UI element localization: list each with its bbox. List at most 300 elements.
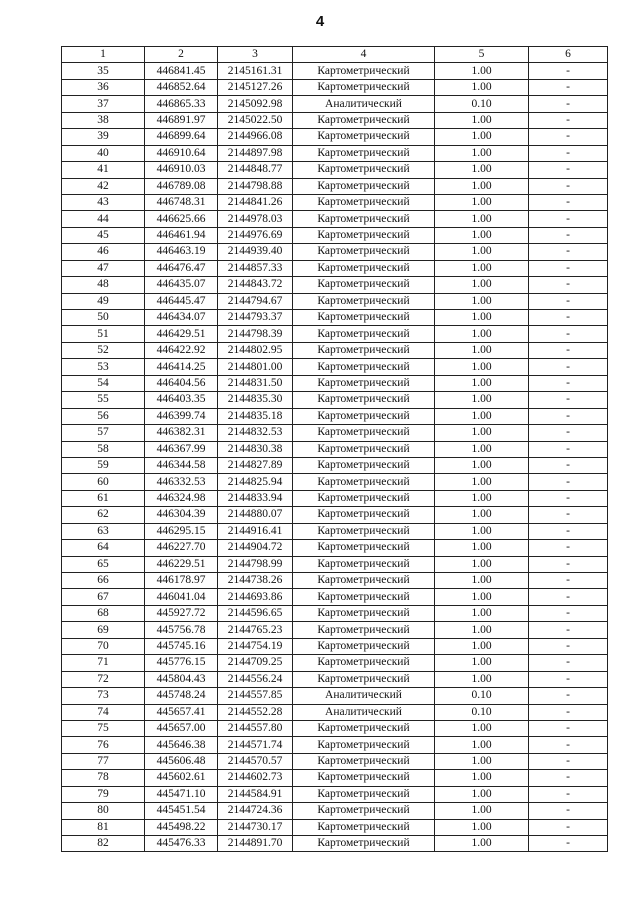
y-coordinate-cell: 2144793.37 <box>218 310 293 326</box>
accuracy-cell: 0.10 <box>435 704 529 720</box>
y-coordinate-cell: 2145092.98 <box>218 96 293 112</box>
x-coordinate-cell: 446865.33 <box>145 96 218 112</box>
note-cell: - <box>529 293 608 309</box>
table-row <box>62 408 608 424</box>
accuracy-cell: 1.00 <box>435 671 529 687</box>
point-number-cell: 39 <box>62 129 145 145</box>
y-coordinate-cell: 2144843.72 <box>218 277 293 293</box>
y-coordinate-cell: 2144596.65 <box>218 605 293 621</box>
table-row <box>62 310 608 326</box>
note-cell: - <box>529 63 608 79</box>
accuracy-cell: 1.00 <box>435 310 529 326</box>
table-row <box>62 129 608 145</box>
x-coordinate-cell: 445756.78 <box>145 622 218 638</box>
y-coordinate-cell: 2144724.36 <box>218 803 293 819</box>
table-row <box>62 540 608 556</box>
note-cell: - <box>529 688 608 704</box>
y-coordinate-cell: 2144730.17 <box>218 819 293 835</box>
y-coordinate-cell: 2144738.26 <box>218 573 293 589</box>
point-number-cell: 67 <box>62 589 145 605</box>
note-cell: - <box>529 178 608 194</box>
method-cell: Картометрический <box>293 194 435 210</box>
y-coordinate-cell: 2144827.89 <box>218 457 293 473</box>
table-row <box>62 227 608 243</box>
method-cell: Картометрический <box>293 145 435 161</box>
note-cell: - <box>529 622 608 638</box>
note-cell: - <box>529 112 608 128</box>
x-coordinate-cell: 446899.64 <box>145 129 218 145</box>
accuracy-cell: 1.00 <box>435 786 529 802</box>
accuracy-cell: 1.00 <box>435 638 529 654</box>
x-coordinate-cell: 446229.51 <box>145 556 218 572</box>
table-row <box>62 211 608 227</box>
method-cell: Картометрический <box>293 457 435 473</box>
y-coordinate-cell: 2144848.77 <box>218 162 293 178</box>
table-row <box>62 753 608 769</box>
point-number-cell: 56 <box>62 408 145 424</box>
accuracy-cell: 1.00 <box>435 277 529 293</box>
x-coordinate-cell: 446434.07 <box>145 310 218 326</box>
method-cell: Аналитический <box>293 96 435 112</box>
method-cell: Картометрический <box>293 408 435 424</box>
table-row <box>62 671 608 687</box>
method-cell: Картометрический <box>293 227 435 243</box>
x-coordinate-cell: 446789.08 <box>145 178 218 194</box>
note-cell: - <box>529 737 608 753</box>
table-row <box>62 490 608 506</box>
point-number-cell: 71 <box>62 655 145 671</box>
accuracy-cell: 1.00 <box>435 129 529 145</box>
y-coordinate-cell: 2144825.94 <box>218 474 293 490</box>
method-cell: Картометрический <box>293 310 435 326</box>
table-row <box>62 770 608 786</box>
method-cell: Картометрический <box>293 573 435 589</box>
x-coordinate-cell: 446227.70 <box>145 540 218 556</box>
accuracy-cell: 1.00 <box>435 770 529 786</box>
y-coordinate-cell: 2144765.23 <box>218 622 293 638</box>
point-number-cell: 65 <box>62 556 145 572</box>
accuracy-cell: 1.00 <box>435 490 529 506</box>
point-number-cell: 80 <box>62 803 145 819</box>
accuracy-cell: 1.00 <box>435 162 529 178</box>
x-coordinate-cell: 445451.54 <box>145 803 218 819</box>
x-coordinate-cell: 446041.04 <box>145 589 218 605</box>
accuracy-cell: 1.00 <box>435 655 529 671</box>
y-coordinate-cell: 2144794.67 <box>218 293 293 309</box>
table-row <box>62 194 608 210</box>
method-cell: Картометрический <box>293 129 435 145</box>
x-coordinate-cell: 446445.47 <box>145 293 218 309</box>
point-number-cell: 46 <box>62 244 145 260</box>
y-coordinate-cell: 2144709.25 <box>218 655 293 671</box>
x-coordinate-cell: 446399.74 <box>145 408 218 424</box>
note-cell: - <box>529 392 608 408</box>
method-cell: Картометрический <box>293 589 435 605</box>
note-cell: - <box>529 359 608 375</box>
accuracy-cell: 1.00 <box>435 540 529 556</box>
method-cell: Картометрический <box>293 392 435 408</box>
accuracy-cell: 1.00 <box>435 441 529 457</box>
note-cell: - <box>529 474 608 490</box>
point-number-cell: 50 <box>62 310 145 326</box>
note-cell: - <box>529 655 608 671</box>
method-cell: Картометрический <box>293 277 435 293</box>
point-number-cell: 68 <box>62 605 145 621</box>
y-coordinate-cell: 2144602.73 <box>218 770 293 786</box>
accuracy-cell: 1.00 <box>435 457 529 473</box>
table-row <box>62 457 608 473</box>
note-cell: - <box>529 589 608 605</box>
note-cell: - <box>529 211 608 227</box>
point-number-cell: 77 <box>62 753 145 769</box>
note-cell: - <box>529 720 608 736</box>
accuracy-cell: 1.00 <box>435 359 529 375</box>
accuracy-cell: 1.00 <box>435 145 529 161</box>
x-coordinate-cell: 446414.25 <box>145 359 218 375</box>
page-number: 4 <box>315 13 325 30</box>
method-cell: Картометрический <box>293 523 435 539</box>
table-row <box>62 359 608 375</box>
table-row <box>62 704 608 720</box>
coordinates-table <box>61 46 608 852</box>
y-coordinate-cell: 2144830.38 <box>218 441 293 457</box>
point-number-cell: 82 <box>62 836 145 852</box>
accuracy-cell: 1.00 <box>435 244 529 260</box>
note-cell: - <box>529 162 608 178</box>
point-number-cell: 51 <box>62 326 145 342</box>
x-coordinate-cell: 446891.97 <box>145 112 218 128</box>
table-row <box>62 737 608 753</box>
x-coordinate-cell: 446841.45 <box>145 63 218 79</box>
point-number-cell: 54 <box>62 375 145 391</box>
note-cell: - <box>529 194 608 210</box>
table-row <box>62 803 608 819</box>
x-coordinate-cell: 445498.22 <box>145 819 218 835</box>
method-cell: Аналитический <box>293 704 435 720</box>
note-cell: - <box>529 507 608 523</box>
method-cell: Картометрический <box>293 342 435 358</box>
y-coordinate-cell: 2145161.31 <box>218 63 293 79</box>
point-number-cell: 42 <box>62 178 145 194</box>
y-coordinate-cell: 2144557.85 <box>218 688 293 704</box>
point-number-cell: 35 <box>62 63 145 79</box>
note-cell: - <box>529 457 608 473</box>
table-row <box>62 244 608 260</box>
accuracy-cell: 1.00 <box>435 260 529 276</box>
note-cell: - <box>529 375 608 391</box>
accuracy-cell: 1.00 <box>435 474 529 490</box>
x-coordinate-cell: 445657.41 <box>145 704 218 720</box>
table-row <box>62 79 608 95</box>
x-coordinate-cell: 446324.98 <box>145 490 218 506</box>
x-coordinate-cell: 446429.51 <box>145 326 218 342</box>
y-coordinate-cell: 2144976.69 <box>218 227 293 243</box>
method-cell: Картометрический <box>293 244 435 260</box>
accuracy-cell: 1.00 <box>435 836 529 852</box>
method-cell: Картометрический <box>293 720 435 736</box>
x-coordinate-cell: 446461.94 <box>145 227 218 243</box>
table-row <box>62 162 608 178</box>
accuracy-cell: 1.00 <box>435 326 529 342</box>
table-body <box>62 63 608 852</box>
point-number-cell: 75 <box>62 720 145 736</box>
point-number-cell: 53 <box>62 359 145 375</box>
method-cell: Картометрический <box>293 490 435 506</box>
x-coordinate-cell: 446304.39 <box>145 507 218 523</box>
method-cell: Картометрический <box>293 770 435 786</box>
method-cell: Аналитический <box>293 688 435 704</box>
y-coordinate-cell: 2144891.70 <box>218 836 293 852</box>
y-coordinate-cell: 2144831.50 <box>218 375 293 391</box>
method-cell: Картометрический <box>293 441 435 457</box>
accuracy-cell: 1.00 <box>435 622 529 638</box>
y-coordinate-cell: 2144754.19 <box>218 638 293 654</box>
method-cell: Картометрический <box>293 162 435 178</box>
point-number-cell: 79 <box>62 786 145 802</box>
x-coordinate-cell: 445804.43 <box>145 671 218 687</box>
y-coordinate-cell: 2144801.00 <box>218 359 293 375</box>
x-coordinate-cell: 446332.53 <box>145 474 218 490</box>
table-row <box>62 605 608 621</box>
accuracy-cell: 1.00 <box>435 392 529 408</box>
table-row <box>62 178 608 194</box>
accuracy-cell: 1.00 <box>435 408 529 424</box>
x-coordinate-cell: 446852.64 <box>145 79 218 95</box>
point-number-cell: 59 <box>62 457 145 473</box>
accuracy-cell: 1.00 <box>435 425 529 441</box>
note-cell: - <box>529 96 608 112</box>
table-row <box>62 260 608 276</box>
point-number-cell: 63 <box>62 523 145 539</box>
x-coordinate-cell: 445476.33 <box>145 836 218 852</box>
point-number-cell: 40 <box>62 145 145 161</box>
x-coordinate-cell: 445748.24 <box>145 688 218 704</box>
note-cell: - <box>529 556 608 572</box>
method-cell: Картометрический <box>293 836 435 852</box>
column-header: 1 <box>62 47 145 63</box>
x-coordinate-cell: 445776.15 <box>145 655 218 671</box>
point-number-cell: 72 <box>62 671 145 687</box>
y-coordinate-cell: 2145022.50 <box>218 112 293 128</box>
y-coordinate-cell: 2144916.41 <box>218 523 293 539</box>
method-cell: Картометрический <box>293 556 435 572</box>
column-header: 2 <box>145 47 218 63</box>
table-row <box>62 145 608 161</box>
method-cell: Картометрический <box>293 655 435 671</box>
table-row <box>62 375 608 391</box>
x-coordinate-cell: 445471.10 <box>145 786 218 802</box>
note-cell: - <box>529 753 608 769</box>
note-cell: - <box>529 638 608 654</box>
method-cell: Картометрический <box>293 63 435 79</box>
accuracy-cell: 1.00 <box>435 79 529 95</box>
method-cell: Картометрический <box>293 359 435 375</box>
note-cell: - <box>529 573 608 589</box>
table-row <box>62 655 608 671</box>
point-number-cell: 45 <box>62 227 145 243</box>
method-cell: Картометрический <box>293 375 435 391</box>
accuracy-cell: 1.00 <box>435 293 529 309</box>
table-row <box>62 688 608 704</box>
method-cell: Картометрический <box>293 737 435 753</box>
x-coordinate-cell: 446625.66 <box>145 211 218 227</box>
x-coordinate-cell: 445745.16 <box>145 638 218 654</box>
table-row <box>62 392 608 408</box>
column-header: 5 <box>435 47 529 63</box>
note-cell: - <box>529 244 608 260</box>
y-coordinate-cell: 2144552.28 <box>218 704 293 720</box>
table-row <box>62 507 608 523</box>
point-number-cell: 44 <box>62 211 145 227</box>
x-coordinate-cell: 446404.56 <box>145 375 218 391</box>
x-coordinate-cell: 446178.97 <box>145 573 218 589</box>
y-coordinate-cell: 2144904.72 <box>218 540 293 556</box>
method-cell: Картометрический <box>293 260 435 276</box>
method-cell: Картометрический <box>293 540 435 556</box>
point-number-cell: 61 <box>62 490 145 506</box>
note-cell: - <box>529 490 608 506</box>
accuracy-cell: 1.00 <box>435 523 529 539</box>
method-cell: Картометрический <box>293 638 435 654</box>
x-coordinate-cell: 446463.19 <box>145 244 218 260</box>
table-row <box>62 112 608 128</box>
note-cell: - <box>529 770 608 786</box>
point-number-cell: 81 <box>62 819 145 835</box>
y-coordinate-cell: 2144556.24 <box>218 671 293 687</box>
note-cell: - <box>529 227 608 243</box>
accuracy-cell: 1.00 <box>435 112 529 128</box>
accuracy-cell: 1.00 <box>435 819 529 835</box>
point-number-cell: 52 <box>62 342 145 358</box>
method-cell: Картометрический <box>293 605 435 621</box>
x-coordinate-cell: 446435.07 <box>145 277 218 293</box>
method-cell: Картометрический <box>293 786 435 802</box>
y-coordinate-cell: 2144584.91 <box>218 786 293 802</box>
note-cell: - <box>529 326 608 342</box>
point-number-cell: 37 <box>62 96 145 112</box>
note-cell: - <box>529 441 608 457</box>
y-coordinate-cell: 2144571.74 <box>218 737 293 753</box>
accuracy-cell: 1.00 <box>435 342 529 358</box>
y-coordinate-cell: 2144857.33 <box>218 260 293 276</box>
point-number-cell: 36 <box>62 79 145 95</box>
point-number-cell: 41 <box>62 162 145 178</box>
accuracy-cell: 1.00 <box>435 556 529 572</box>
y-coordinate-cell: 2144835.30 <box>218 392 293 408</box>
table-row <box>62 474 608 490</box>
point-number-cell: 62 <box>62 507 145 523</box>
note-cell: - <box>529 523 608 539</box>
point-number-cell: 58 <box>62 441 145 457</box>
note-cell: - <box>529 786 608 802</box>
note-cell: - <box>529 605 608 621</box>
method-cell: Картометрический <box>293 819 435 835</box>
column-header: 3 <box>218 47 293 63</box>
y-coordinate-cell: 2144897.98 <box>218 145 293 161</box>
point-number-cell: 60 <box>62 474 145 490</box>
note-cell: - <box>529 704 608 720</box>
x-coordinate-cell: 445927.72 <box>145 605 218 621</box>
x-coordinate-cell: 445606.48 <box>145 753 218 769</box>
y-coordinate-cell: 2144798.99 <box>218 556 293 572</box>
point-number-cell: 57 <box>62 425 145 441</box>
y-coordinate-cell: 2144832.53 <box>218 425 293 441</box>
y-coordinate-cell: 2144570.57 <box>218 753 293 769</box>
accuracy-cell: 1.00 <box>435 803 529 819</box>
note-cell: - <box>529 129 608 145</box>
y-coordinate-cell: 2144835.18 <box>218 408 293 424</box>
table-row <box>62 425 608 441</box>
point-number-cell: 55 <box>62 392 145 408</box>
x-coordinate-cell: 445646.38 <box>145 737 218 753</box>
accuracy-cell: 1.00 <box>435 605 529 621</box>
accuracy-cell: 1.00 <box>435 178 529 194</box>
y-coordinate-cell: 2144966.08 <box>218 129 293 145</box>
note-cell: - <box>529 310 608 326</box>
accuracy-cell: 1.00 <box>435 227 529 243</box>
point-number-cell: 64 <box>62 540 145 556</box>
x-coordinate-cell: 446422.92 <box>145 342 218 358</box>
table-row <box>62 573 608 589</box>
note-cell: - <box>529 671 608 687</box>
point-number-cell: 70 <box>62 638 145 654</box>
note-cell: - <box>529 79 608 95</box>
y-coordinate-cell: 2144978.03 <box>218 211 293 227</box>
method-cell: Картометрический <box>293 507 435 523</box>
accuracy-cell: 1.00 <box>435 211 529 227</box>
method-cell: Картометрический <box>293 474 435 490</box>
accuracy-cell: 1.00 <box>435 573 529 589</box>
note-cell: - <box>529 260 608 276</box>
point-number-cell: 73 <box>62 688 145 704</box>
accuracy-cell: 0.10 <box>435 688 529 704</box>
accuracy-cell: 1.00 <box>435 753 529 769</box>
column-header: 6 <box>529 47 608 63</box>
x-coordinate-cell: 446344.58 <box>145 457 218 473</box>
x-coordinate-cell: 446476.47 <box>145 260 218 276</box>
point-number-cell: 48 <box>62 277 145 293</box>
point-number-cell: 76 <box>62 737 145 753</box>
accuracy-cell: 1.00 <box>435 737 529 753</box>
x-coordinate-cell: 445602.61 <box>145 770 218 786</box>
note-cell: - <box>529 145 608 161</box>
method-cell: Картометрический <box>293 178 435 194</box>
point-number-cell: 43 <box>62 194 145 210</box>
y-coordinate-cell: 2144693.86 <box>218 589 293 605</box>
y-coordinate-cell: 2145127.26 <box>218 79 293 95</box>
accuracy-cell: 1.00 <box>435 194 529 210</box>
x-coordinate-cell: 446367.99 <box>145 441 218 457</box>
y-coordinate-cell: 2144798.39 <box>218 326 293 342</box>
method-cell: Картометрический <box>293 112 435 128</box>
x-coordinate-cell: 446748.31 <box>145 194 218 210</box>
note-cell: - <box>529 408 608 424</box>
note-cell: - <box>529 803 608 819</box>
x-coordinate-cell: 446382.31 <box>145 425 218 441</box>
table-row <box>62 622 608 638</box>
x-coordinate-cell: 446403.35 <box>145 392 218 408</box>
note-cell: - <box>529 425 608 441</box>
point-number-cell: 49 <box>62 293 145 309</box>
note-cell: - <box>529 540 608 556</box>
table-row <box>62 326 608 342</box>
accuracy-cell: 1.00 <box>435 375 529 391</box>
table-row <box>62 720 608 736</box>
note-cell: - <box>529 277 608 293</box>
accuracy-cell: 1.00 <box>435 63 529 79</box>
method-cell: Картометрический <box>293 211 435 227</box>
point-number-cell: 66 <box>62 573 145 589</box>
